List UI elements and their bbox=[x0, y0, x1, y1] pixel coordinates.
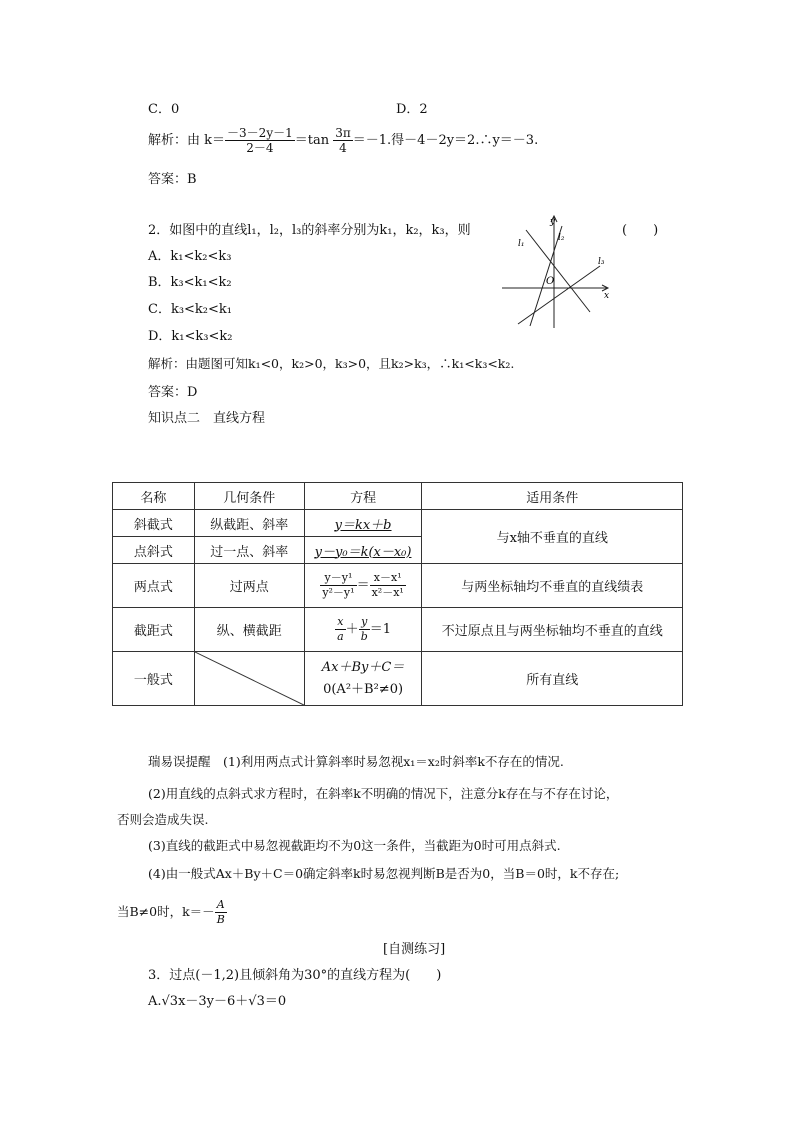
intercept-frac-y bbox=[359, 615, 370, 644]
table-row bbox=[113, 564, 683, 608]
q3-option-a: A.√3x－3y－6＋√3＝0 bbox=[148, 994, 287, 1009]
q1-answer: 答案：B bbox=[148, 172, 197, 187]
row-equation bbox=[304, 652, 422, 706]
q1-option-d: D．2 bbox=[396, 102, 428, 117]
tip-2-line2: 否则会造成失误. bbox=[117, 812, 209, 827]
empty-diagonal-cell bbox=[194, 652, 304, 706]
frac-num: x－x¹ bbox=[370, 571, 406, 586]
header-condition: 几何条件 bbox=[194, 483, 304, 510]
line-l3 bbox=[518, 266, 600, 324]
frac-num: y－y¹ bbox=[320, 571, 356, 586]
frac-num: x bbox=[335, 615, 346, 630]
header-name: 名称 bbox=[113, 483, 195, 510]
q2-option-c: C．k₃<k₂<k₁ bbox=[148, 302, 232, 317]
tip-4-fraction bbox=[215, 898, 227, 927]
frac-den: x²－x¹ bbox=[371, 586, 404, 599]
q3-stem: 3．过点(－1,2)且倾斜角为30°的直线方程为( ) bbox=[148, 968, 442, 983]
intercept-frac-x bbox=[335, 615, 346, 644]
q2-answer-paren: ( ) bbox=[622, 223, 659, 238]
q1-solution-label: 解析：由 bbox=[148, 133, 201, 148]
tip-4-text: 当B≠0时，k＝－ bbox=[117, 904, 215, 919]
general-eq-line1: Ax＋By＋C＝ bbox=[321, 659, 405, 675]
q1-tan: ＝tan bbox=[294, 133, 330, 148]
row-scope: 与两坐标轴均不垂直的直线绩表 bbox=[422, 564, 683, 608]
frac-den: b bbox=[360, 630, 368, 643]
section-title: 知识点二 直线方程 bbox=[148, 411, 266, 426]
row-name: 两点式 bbox=[113, 564, 195, 608]
general-eq-line2: 0(A²＋B²≠0) bbox=[323, 681, 404, 697]
row-condition: 纵、横截距 bbox=[194, 608, 304, 652]
q2-line-figure bbox=[498, 212, 616, 330]
frac-num: A bbox=[215, 898, 227, 913]
origin-label: O bbox=[546, 276, 555, 287]
header-scope: 适用条件 bbox=[422, 483, 683, 510]
frac-num: y bbox=[359, 615, 370, 630]
two-point-right-frac bbox=[370, 571, 406, 600]
row-name: 点斜式 bbox=[113, 537, 195, 564]
q2-stem: 2．如图中的直线l₁，l₂，l₃的斜率分别为k₁，k₂，k₃，则 bbox=[148, 223, 471, 238]
row-equation bbox=[304, 564, 422, 608]
q1-k-eq: k＝ bbox=[204, 133, 226, 148]
row-scope: 所有直线 bbox=[422, 652, 683, 706]
q1-option-c: C．0 bbox=[148, 102, 180, 117]
selftest-heading: [自测练习] bbox=[383, 942, 446, 957]
row-condition: 过两点 bbox=[194, 564, 304, 608]
l1-label: l₁ bbox=[518, 239, 525, 249]
table-row bbox=[113, 652, 683, 706]
l2-label: l₂ bbox=[558, 233, 565, 243]
q2-option-a: A．k₁<k₂<k₃ bbox=[148, 249, 232, 264]
row-name: 斜截式 bbox=[113, 510, 195, 537]
row-equation bbox=[304, 510, 422, 537]
q2-solution: 解析：由题图可知k₁<0，k₂>0，k₃>0，且k₂>k₃，∴k₁<k₃<k₂. bbox=[148, 356, 515, 371]
q1-solution bbox=[148, 126, 538, 155]
plus-sign: ＋ bbox=[345, 622, 359, 637]
equals-sign: ＝ bbox=[356, 578, 370, 593]
q1-fraction bbox=[225, 126, 295, 155]
tip-2-line1: (2)用直线的点斜式求方程时，在斜率k不明确的情况下，注意分k存在与不存在讨论， bbox=[148, 786, 619, 801]
line-equation-table bbox=[112, 482, 683, 706]
point-slope-equation: y－y₀＝k(x－x₀) bbox=[314, 544, 412, 560]
x-axis-label: x bbox=[604, 291, 610, 301]
q2-option-d: D．k₁<k₃<k₂ bbox=[148, 329, 233, 344]
tip-3: (3)直线的截距式中易忽视截距均不为0这一条件，当截距为0时可用点斜式. bbox=[148, 838, 561, 853]
slope-intercept-equation: y＝kx＋b bbox=[334, 517, 392, 533]
row-name: 截距式 bbox=[113, 608, 195, 652]
frac-den: a bbox=[337, 630, 344, 643]
q1-pi-fraction bbox=[333, 126, 353, 155]
header-equation: 方程 bbox=[304, 483, 422, 510]
row-equation bbox=[304, 537, 422, 564]
q1-fraction-den: 2－4 bbox=[246, 141, 274, 155]
frac-den: y²－y¹ bbox=[322, 586, 355, 599]
table-row bbox=[113, 608, 683, 652]
row-condition: 纵截距、斜率 bbox=[194, 510, 304, 537]
q1-tail: ＝－1.得－4－2y＝2.∴y＝－3. bbox=[352, 133, 539, 148]
diagonal-slash bbox=[195, 652, 304, 705]
tip-4-line1: (4)由一般式Ax＋By＋C＝0确定斜率k时易忽视判断B是否为0，当B＝0时，k不存在; bbox=[148, 866, 620, 881]
tip-1: 瑞易误提醒 (1)利用两点式计算斜率时易忽视x₁＝x₂时斜率k不存在的情况. bbox=[148, 754, 564, 769]
equals-one: ＝1 bbox=[369, 622, 392, 637]
q1-pi-num: 3π bbox=[335, 126, 351, 140]
y-axis-label: y bbox=[550, 217, 556, 227]
row-scope: 不过原点且与两坐标轴均不垂直的直线 bbox=[422, 608, 683, 652]
q2-option-b: B．k₃<k₁<k₂ bbox=[148, 275, 232, 290]
q1-pi-den: 4 bbox=[339, 141, 347, 155]
q1-fraction-num: －3－2y－1 bbox=[227, 126, 293, 140]
table-row bbox=[113, 510, 683, 537]
q2-answer: 答案：D bbox=[148, 385, 198, 400]
row-condition: 过一点、斜率 bbox=[194, 537, 304, 564]
row-equation bbox=[304, 608, 422, 652]
table-header-row bbox=[113, 483, 683, 510]
frac-den: B bbox=[216, 913, 225, 926]
two-point-left-frac bbox=[320, 571, 356, 600]
l3-label: l₃ bbox=[598, 257, 605, 267]
merged-scope-cell: 与x轴不垂直的直线 bbox=[422, 510, 683, 564]
tip-4-line2 bbox=[117, 898, 227, 927]
row-name: 一般式 bbox=[113, 652, 195, 706]
